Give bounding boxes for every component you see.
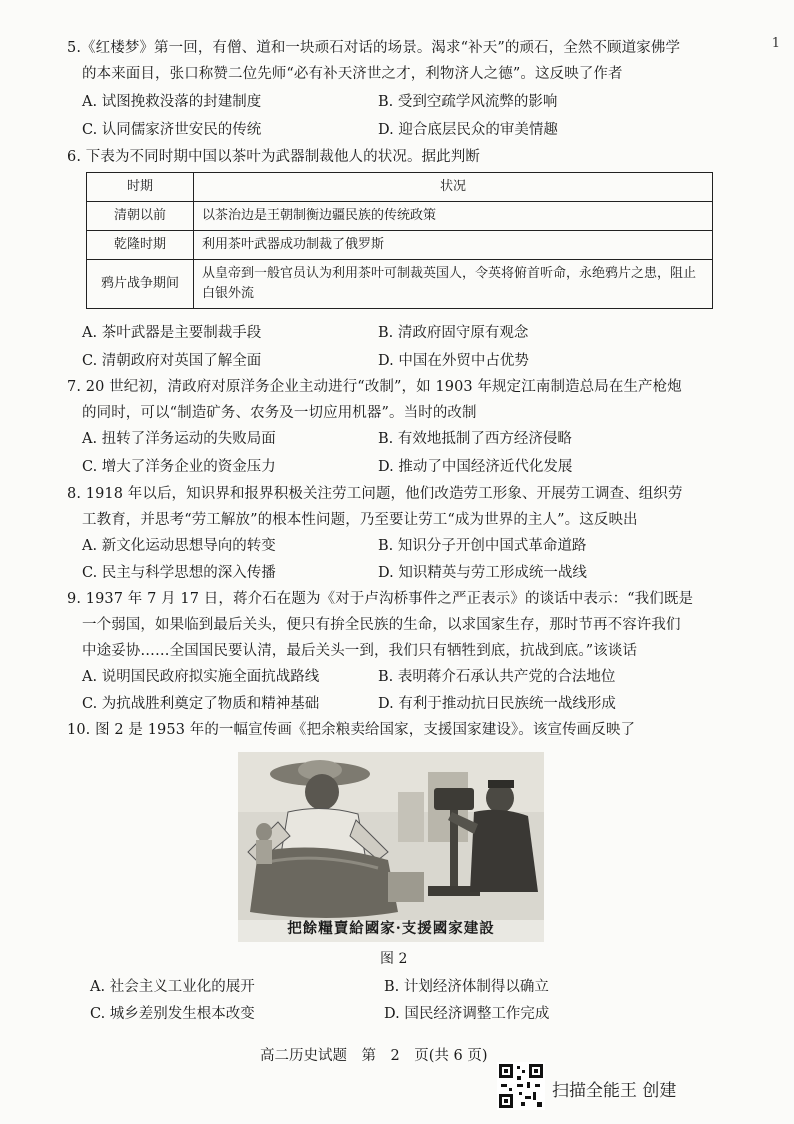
q6-stem: 6. 下表为不同时期中国以茶叶为武器制裁他人的状况。据此判断 — [67, 149, 480, 165]
q9-option-c: C. 为抗战胜利奠定了物质和精神基础 — [82, 696, 320, 712]
q5-stem-line1: 5.《红楼梦》第一回，有僧、道和一块顽石对话的场景。渴求“补天”的顽石，全然不顾道家佛学 — [67, 40, 681, 56]
q10-option-a: A. 社会主义工业化的展开 — [90, 979, 255, 995]
table-row — [87, 202, 713, 231]
scanner-watermark: 扫描全能王 创建 — [552, 1081, 677, 1101]
poster-illustration — [238, 752, 544, 920]
q8-stem-line2: 工教育，并思考“劳工解放”的根本性问题，乃至要让劳工“成为世界的主人”。这反映出 — [82, 512, 638, 528]
q9-stem-line3: 中途妥协……全国国民要认清，最后关头一到，我们只有牺牲到底，抗战到底。”该谈话 — [82, 643, 638, 659]
q6-option-b: B. 清政府固守原有观念 — [378, 325, 529, 341]
q5-option-a: A. 试图挽救没落的封建制度 — [82, 94, 262, 110]
q6-option-c: C. 清朝政府对英国了解全面 — [82, 353, 262, 369]
q6-option-d: D. 中国在外贸中占优势 — [378, 353, 529, 369]
propaganda-poster — [238, 752, 544, 942]
q7-stem-line1: 7. 20 世纪初，清政府对原洋务企业主动进行“改制”，如 1903 年规定江南制造总局在生产枪炮 — [67, 379, 682, 395]
q6-header-status: 状况 — [194, 173, 713, 202]
q6-row1-period: 清朝以前 — [87, 202, 194, 231]
q7-option-d: D. 推动了中国经济近代化发展 — [378, 459, 573, 475]
q6-table — [86, 172, 713, 309]
q6-option-a: A. 茶叶武器是主要制裁手段 — [82, 325, 262, 341]
q10-option-d: D. 国民经济调整工作完成 — [384, 1006, 550, 1022]
q7-option-c: C. 增大了洋务企业的资金压力 — [82, 459, 276, 475]
q6-row2-status: 利用茶叶武器成功制裁了俄罗斯 — [194, 231, 713, 260]
q8-option-b: B. 知识分子开创中国式革命道路 — [378, 538, 587, 554]
q7-option-a: A. 扭转了洋务运动的失败局面 — [82, 431, 276, 447]
q9-option-d: D. 有利于推动抗日民族统一战线形成 — [378, 696, 616, 712]
q8-option-d: D. 知识精英与劳工形成统一战线 — [378, 565, 587, 581]
table-row — [87, 231, 713, 260]
poster-caption: 把餘糧賣給國家·支援國家建設 — [287, 920, 495, 937]
q6-row3-period: 鸦片战争期间 — [87, 260, 194, 309]
q8-option-c: C. 民主与科学思想的深入传播 — [82, 565, 276, 581]
q7-option-b: B. 有效地抵制了西方经济侵略 — [378, 431, 572, 447]
q10-option-c: C. 城乡差别发生根本改变 — [90, 1006, 255, 1022]
q6-table-header-row — [87, 173, 713, 202]
q6-row3-status: 从皇帝到一般官员认为利用茶叶可制裁英国人，令英将俯首听命，永绝鸦片之患，阻止白银外流 — [194, 260, 713, 309]
q6-header-period: 时期 — [87, 173, 194, 202]
qr-code-icon — [497, 1062, 545, 1110]
q8-option-a: A. 新文化运动思想导向的转变 — [82, 538, 276, 554]
q5-option-c: C. 认同儒家济世安民的传统 — [82, 122, 262, 138]
q9-option-a: A. 说明国民政府拟实施全面抗战路线 — [82, 669, 320, 685]
figure-label: 图 2 — [380, 951, 408, 967]
q5-option-b: B. 受到空疏学风流弊的影响 — [378, 94, 558, 110]
q6-row2-period: 乾隆时期 — [87, 231, 194, 260]
page-marker: 1 — [771, 36, 780, 51]
q9-stem-line1: 9. 1937 年 7 月 17 日，蒋介石在题为《对于卢沟桥事件之严正表示》的谈话中表示：“我们既是 — [67, 591, 694, 607]
q10-option-b: B. 计划经济体制得以确立 — [384, 979, 549, 995]
q7-stem-line2: 的同时，可以“制造矿务、农务及一切应用机器”。当时的改制 — [82, 405, 477, 421]
q8-stem-line1: 8. 1918 年以后，知识界和报界积极关注劳工问题，他们改造劳工形象、开展劳工调查、组织劳 — [67, 486, 683, 502]
q5-stem-line2: 的本来面目，张口称赞二位先师“必有补天济世之才，利物济人之德”。这反映了作者 — [82, 66, 623, 82]
q9-option-b: B. 表明蒋介石承认共产党的合法地位 — [378, 669, 616, 685]
q5-option-d: D. 迎合底层民众的审美情趣 — [378, 122, 558, 138]
q6-row1-status: 以茶治边是王朝制衡边疆民族的传统政策 — [194, 202, 713, 231]
q9-stem-line2: 一个弱国，如果临到最后关头，便只有拚全民族的生命，以求国家生存，那时节再不容许我们 — [82, 617, 681, 633]
q10-stem: 10. 图 2 是 1953 年的一幅宣传画《把余粮卖给国家，支援国家建设》。该宣传画反映了 — [67, 722, 636, 738]
page-footer: 高二历史试题 第 2 页(共 6 页) — [260, 1048, 488, 1064]
table-row — [87, 260, 713, 309]
